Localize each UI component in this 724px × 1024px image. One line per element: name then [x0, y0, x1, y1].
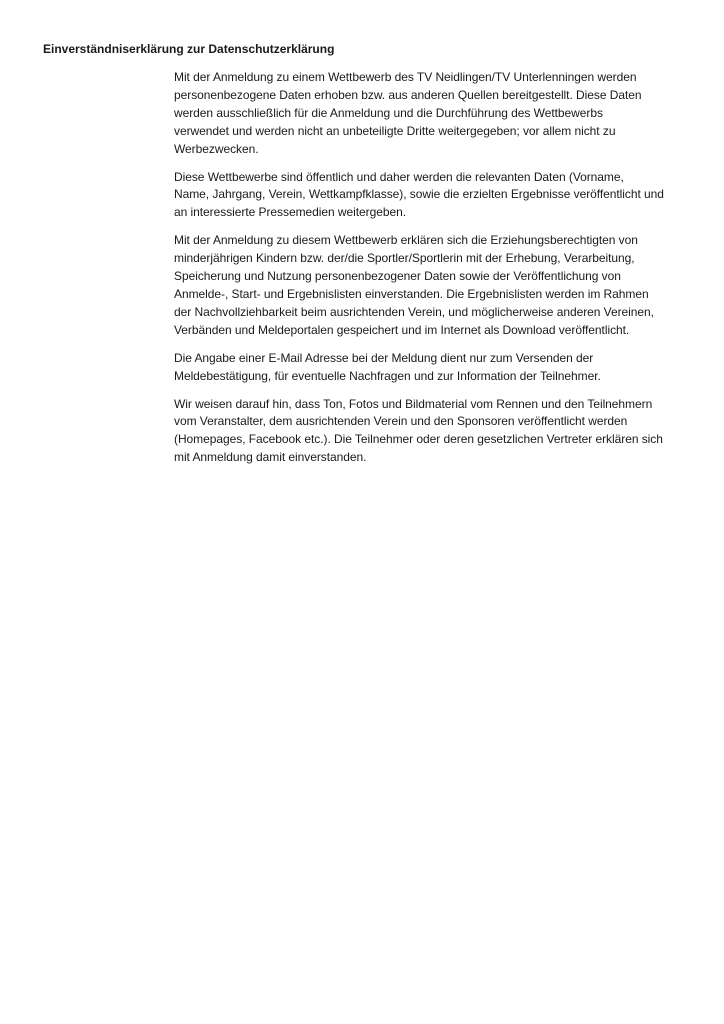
- text-line: der Nachvollziehbarkeit beim ausrichtenden Verein, und möglicherweise anderen Vereinen,: [174, 304, 654, 319]
- text-line: Mit der Anmeldung zu diesem Wettbewerb erklären sich die Erziehungsberechtigten von: [174, 233, 638, 248]
- text-line: Meldebestätigung, für eventuelle Nachfragen und zur Information der Teilnehmer.: [174, 368, 601, 383]
- document-heading: Einverständniserklärung zur Datenschutzerklärung: [43, 42, 335, 56]
- text-line: minderjährigen Kindern bzw. der/die Sportler/Sportlerin mit der Erhebung, Verarbeitung,: [174, 251, 635, 266]
- text-line: werden ausschließlich für die Anmeldung und die Durchführung des Wettbewerbs: [174, 105, 603, 120]
- text-line: Mit der Anmeldung zu einem Wettbewerb des TV Neidlingen/TV Unterlenningen werden: [174, 70, 637, 84]
- text-line: Speicherung und Nutzung personenbezogener Daten sowie der Veröffentlichung von: [174, 269, 621, 284]
- paragraph-registration-data: [174, 69, 694, 159]
- text-line: Name, Jahrgang, Verein, Wettkampfklasse), sowie die erzielten Ergebnisse veröffentlicht und: [174, 187, 664, 202]
- text-line: Verbänden und Meldeportalen gespeichert und im Internet als Download veröffentlicht.: [174, 322, 630, 337]
- text-line: Diese Wettbewerbe sind öffentlich und daher werden die relevanten Daten (Vorname,: [174, 169, 624, 184]
- paragraph-public-results: [174, 169, 694, 223]
- text-line: Werbezwecken.: [174, 141, 259, 156]
- text-line: vom Veranstalter, dem ausrichtenden Verein und den Sponsoren veröffentlicht werden: [174, 414, 628, 429]
- paragraph-email-usage: [174, 350, 694, 386]
- text-line: personenbezogene Daten erhoben bzw. aus anderen Quellen bereitgestellt. Diese Daten: [174, 87, 642, 102]
- text-line: Die Angabe einer E-Mail Adresse bei der Meldung dient nur zum Versenden der: [174, 350, 594, 365]
- text-line: (Homepages, Facebook etc.). Die Teilnehmer oder deren gesetzlichen Vertreter erklären sich: [174, 432, 663, 447]
- text-line: verwendet und werden nicht an unbeteiligte Dritte weitergegeben; vor allem nicht zu: [174, 123, 616, 138]
- paragraph-media-consent: [174, 396, 694, 468]
- paragraph-consent-guardians: [174, 232, 694, 339]
- text-line: Anmelde-, Start- und Ergebnislisten einverstanden. Die Ergebnislisten werden im Rahmen: [174, 286, 649, 301]
- text-line: an interessierte Pressemedien weitergeben.: [174, 205, 407, 220]
- text-line: mit Anmeldung damit einverstanden.: [174, 450, 367, 465]
- document-body: [174, 69, 694, 477]
- text-line: Wir weisen darauf hin, dass Ton, Fotos und Bildmaterial vom Rennen und den Teilnehmern: [174, 396, 653, 411]
